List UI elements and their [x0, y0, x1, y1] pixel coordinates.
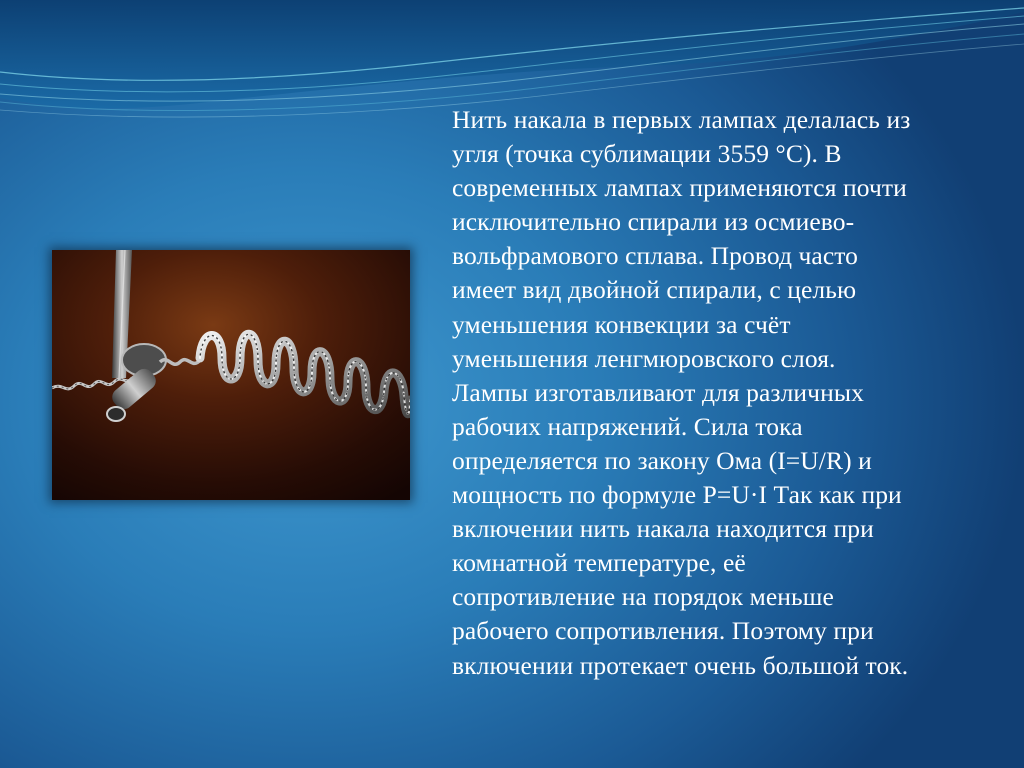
- text-line: Нить накала в первых лампах делалась из: [452, 105, 911, 134]
- text-line: Лампы изготавливают для различных: [452, 377, 864, 407]
- text-line: уменьшения ленгмюровского слоя.: [452, 343, 836, 373]
- text-line: определяется по закону Ома (I=U/R) и: [452, 445, 872, 475]
- filament-description-text: [452, 103, 997, 683]
- text-line: сопротивление на порядок меньше: [452, 582, 834, 612]
- text-line: современных лампах применяются почти: [452, 173, 907, 203]
- text-line: включении нить накала находится при: [452, 514, 874, 544]
- text-line: комнатной температуре, её: [452, 548, 746, 578]
- text-line: мощность по формуле P=U·I Так как при: [452, 480, 902, 510]
- text-line: уменьшения конвекции за счёт: [452, 309, 791, 339]
- text-line: рабочих напряжений. Сила тока: [452, 411, 803, 441]
- text-line: имеет вид двойной спирали, с целью: [452, 275, 857, 305]
- text-line: вольфрамового сплава. Провод часто: [452, 241, 859, 271]
- tungsten-filament-photo: [52, 250, 410, 500]
- text-line: включении протекает очень большой ток.: [452, 650, 909, 680]
- text-line: рабочего сопротивления. Поэтому при: [452, 616, 874, 646]
- text-line: исключительно спирали из осмиево-: [452, 207, 855, 237]
- text-line: угля (точка сублимации 3559 °C). В: [452, 139, 842, 169]
